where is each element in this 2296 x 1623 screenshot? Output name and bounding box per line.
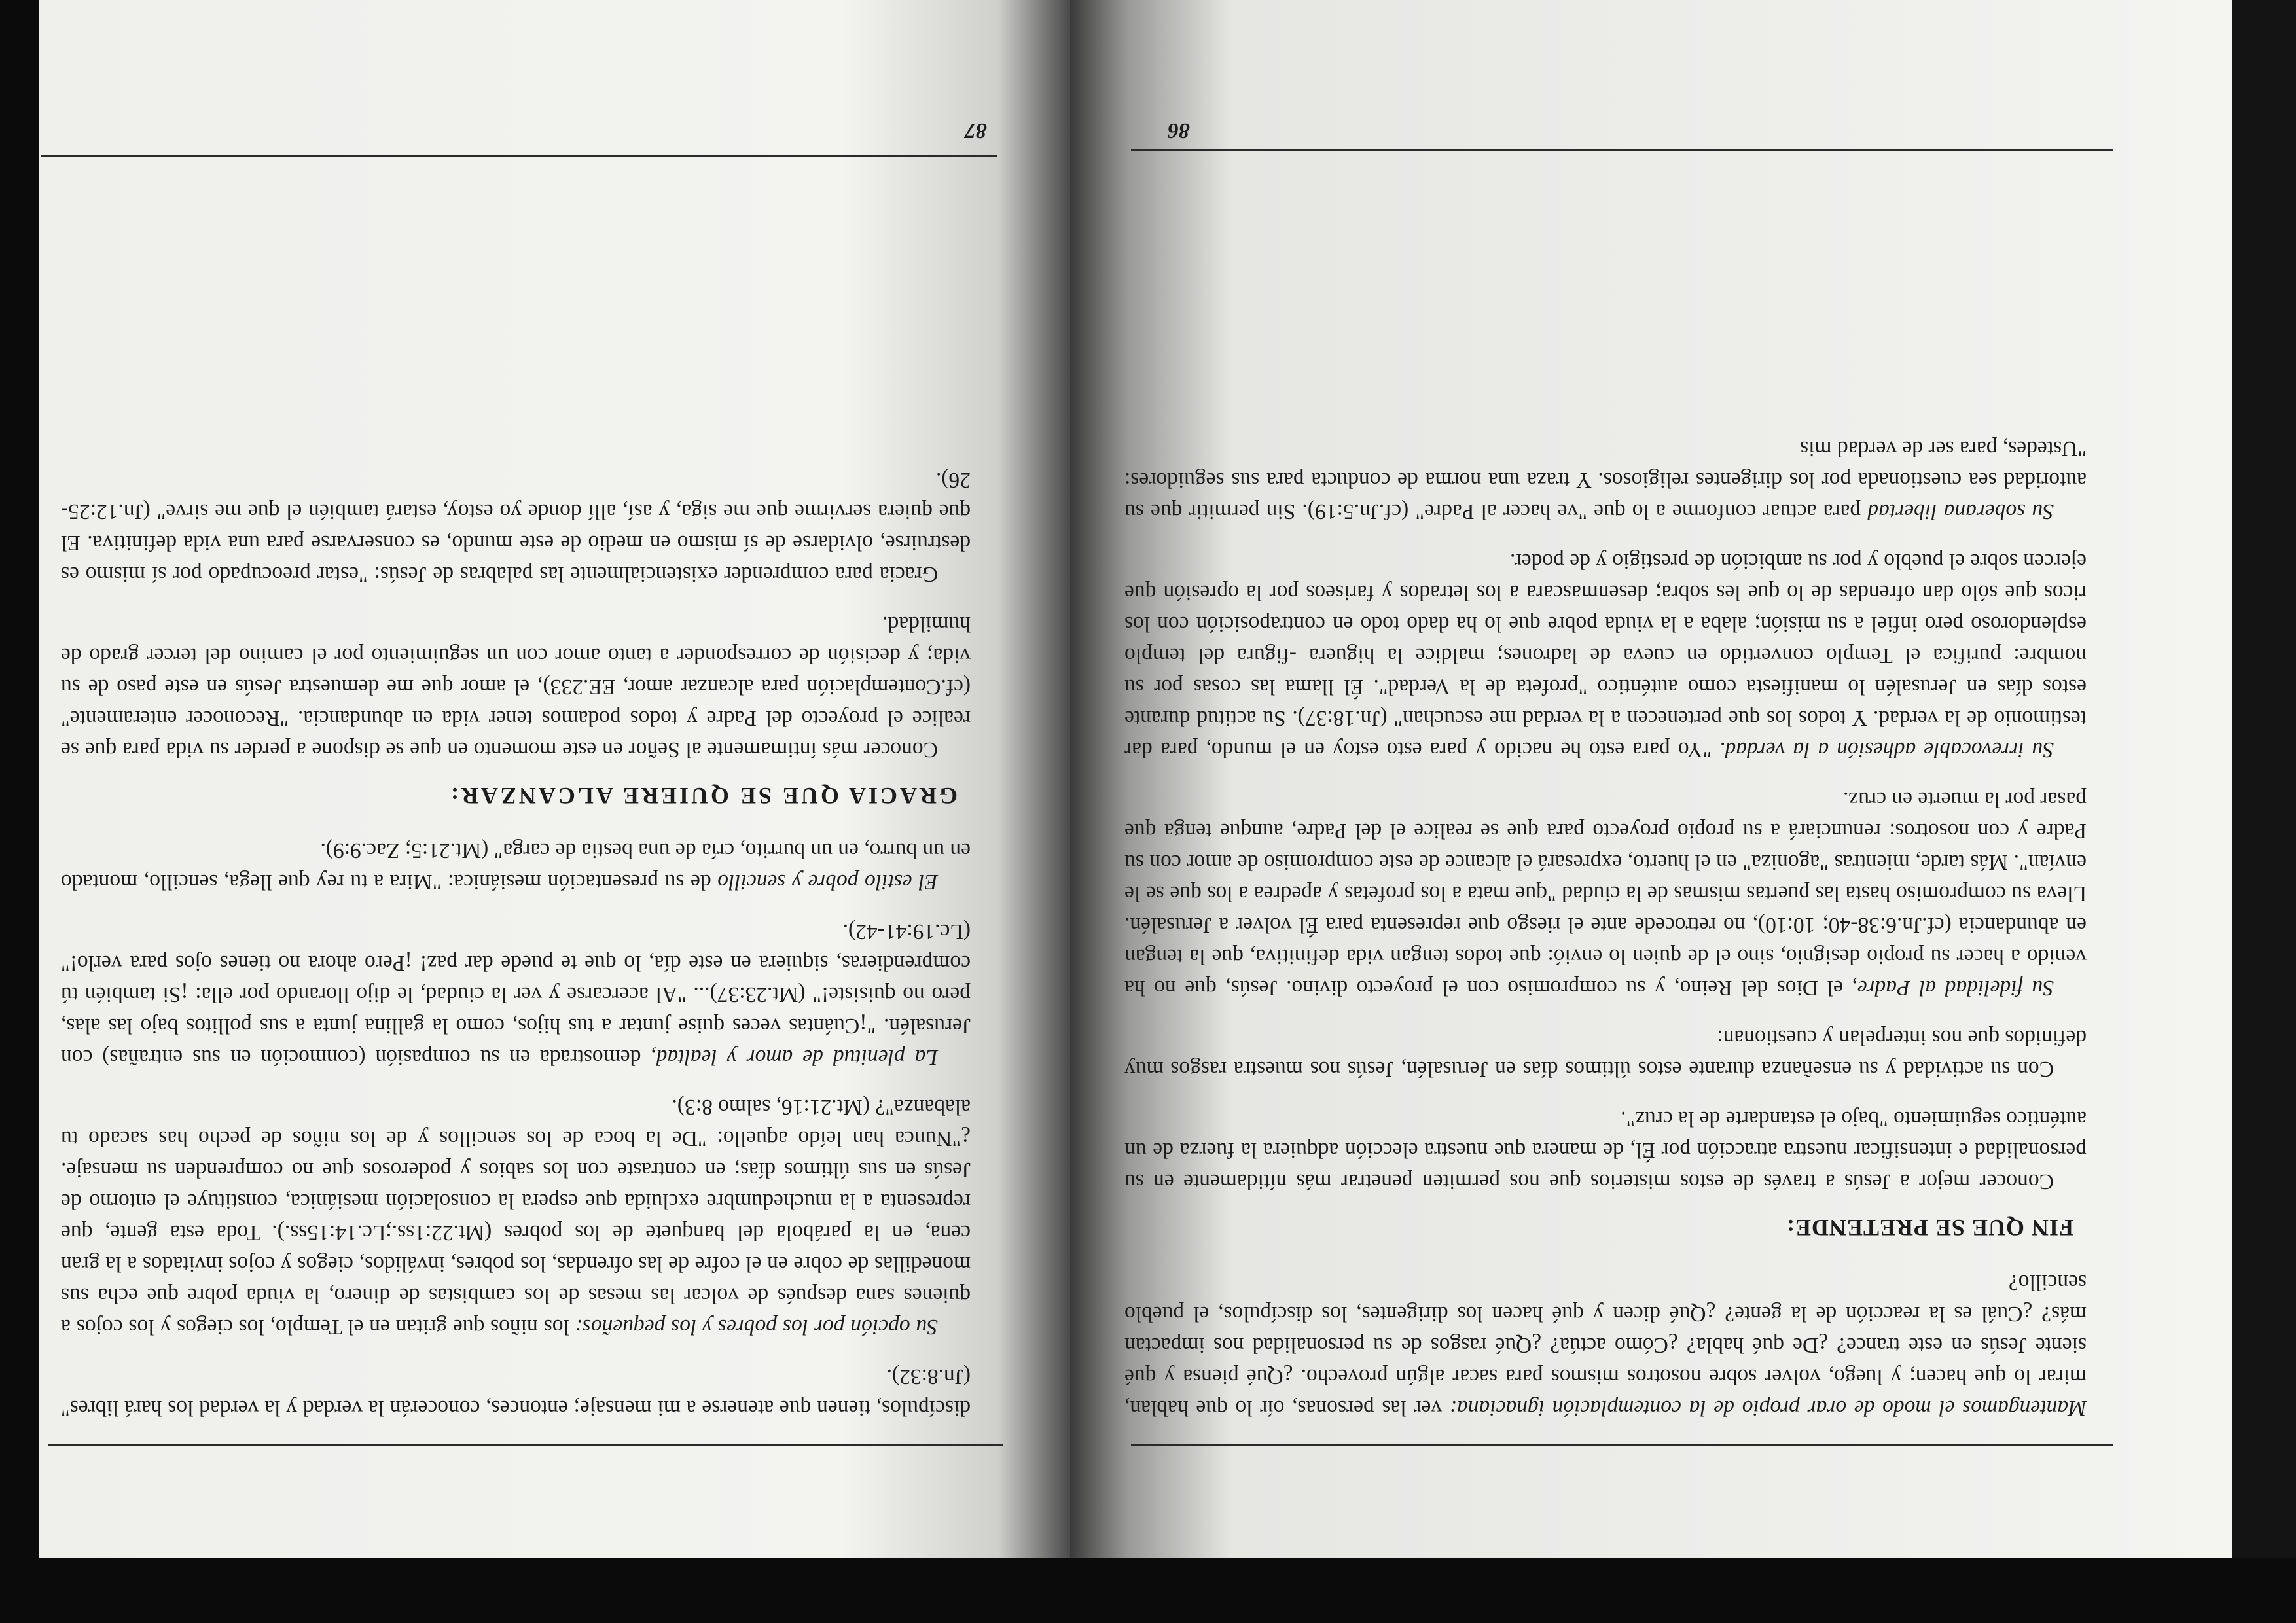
page-rule-top: [1131, 1444, 2113, 1446]
paragraph-plenitud: [61, 916, 971, 1073]
intro-lead: Mantengamos el modo de orar propio de la contemplación ignaciana:: [1449, 1396, 2087, 1420]
paragraph-estilo: [61, 834, 971, 897]
verdad-text: "Yo para esto he nacido y para esto estoy en el mundo, para dar testimonio de la verdad. Y todos los que pertenecen a la verdad me escuchan" (Jn.18:37). Su actitud durante estos días en Jerusalén lo manifiesta como auténtico "profeta de la Verdad". Él llama las cosas por su nombre: purifica el Templo convertido en cueva de ladrones; maldice la higuera -figura del templo esplendoroso pero infiel a su misión; alaba a la viuda pobre que lo ha dado todo en contraposición con los ricos que sólo dan ofrendas de lo que les sobra; desenmascara a los letrados y fariseos por la opresión que ejercen sobre el pueblo y por su ambición de prestigio y de poder.: [1124, 549, 2087, 762]
libertad-lead: Su soberana libertad: [1867, 499, 2054, 524]
heading-fin: FIN QUE SE PRETENDE:: [1785, 1215, 2073, 1241]
opcion-text: los niños que gritan en el Templo, los ciegos y los cojos a quienes sana después de volcar las mesas de los cambistas de dinero, la viuda pobre que echa sus monedillas de cobre en el cofre de las ofrendas, los pobres, inválidos, ciegos y cojos invitados a la gran cena, en la parábola del banquete de los pobres (Mt.22:1ss.;Lc.14:15ss.). Toda esta gente, que representa a la muchedumbre excluida que espera la consolación mesiánica, constituye el entorno de Jesús en sus últimos días; en contraste con los sabios y poderosos que no comprenden su mensaje. ¿"Nunca han leído aquello: "De la boca de los sencillos y de los niños de pecho has sacado tu alabanza"? (Mt.21:16, salmo 8:3).: [61, 1095, 971, 1339]
estilo-lead: El estilo pobre y sencillo: [717, 870, 938, 894]
libertad-text: para actuar conforme a lo que "ve hacer al Padre" (cf.Jn.5:19). Sin permitir que su autoridad sea cuestionada por los dirigentes religiosos. Y traza una norma de conducta para sus seguidores: "Ustedes, para ser de verdad mis: [1124, 437, 2087, 524]
page-number: 86: [1168, 118, 1190, 143]
plenitud-text: demostrada en su compasión (conmoción en sus entrañas) con Jerusalén. "¡Cuántas veces quise juntar a tus hijos, como la gallina junta a sus pollitos bajo las alas, pero no quisiste!" (Mt.23:37)... "Al acercarse y ver la ciudad, le dijo llorando por ella: ¡Si también tú comprendieras, siquiera en este día, lo que te puede dar paz! ¡Pero ahora no tienes ojos para verlo!" (Lc.19:41-42).: [61, 919, 971, 1069]
fidelidad-lead: Su fidelidad al Padre,: [1852, 976, 2054, 1000]
intro-paragraph: [1124, 1266, 2087, 1423]
paragraph-opcion: [61, 1091, 971, 1342]
page-rule-bottom: [41, 155, 997, 157]
paragraph-conocer: Conocer mejor a Jesús a través de estos misterios que nos permiten penetrar más nítidamente en su personalidad e intensificar nuestra atracción por Él, de manera que nuestra elección adquiera la fuerza de un auténtico seguimiento "bajo el estandarte de la cruz".: [1124, 1107, 2087, 1194]
verdad-lead: Su irrevocable adhesión a la verdad.: [1719, 738, 2054, 762]
estilo-text: de su presentación mesiánica: "Mira a tu rey que llega, sencillo, montado en un burro, en un burrito, cría de una bestia de carga" (Mt.21:5; Zac.9:9).: [60, 838, 971, 894]
page-86-text: [1124, 433, 2087, 1423]
page-86: [1098, 0, 2145, 1623]
paragraph-continuation: discípulos, tienen que atenerse a mi mensaje; entonces, conocerán la verdad y la verdad los hará libres" (Jn.8:32).: [61, 1364, 971, 1420]
paragraph-libertad: [1124, 433, 2087, 527]
page-number: 87: [965, 118, 987, 143]
paragraph-verdad: [1124, 545, 2087, 765]
page-rule-bottom: [1131, 149, 2113, 151]
plenitud-lead: La plenitud de amor y lealtad,: [651, 1045, 938, 1069]
intro-text: ver las personas, oír lo que hablan, mirar lo que hacen; y luego, volver sobre nosotros mismos para sacar algún provecho. ¿Qué piensa y qué siente Jesús en este trance? ¿De qué habla? ¿Cómo actúa? ¿Qué rasgos de su personalidad nos impactan más? ¿Cuál es la reacción de la gente? ¿Qué dicen y qué hacen los dirigentes, los discípulos, el pueblo sencillo?: [1124, 1270, 2087, 1420]
paragraph-actividad: Con su actividad y su enseñanza durante estos últimos días en Jerusalén, Jesús nos muestra rasgos muy definidos que nos interpelan y cuestionan:: [1124, 1026, 2087, 1081]
paragraph-gracia: Gracia para comprender existencialmente las palabras de Jesús: "estar preocupado por sí mismo es destruirse, olvidarse de sí mismo en medio de este mundo, es conservarse para una vida definitiva. El que quiera servirme que me siga, y así, allí donde yo estoy, estará también el que me sirve" (Jn.12:25-26).: [61, 468, 971, 586]
page-87-text: [61, 464, 971, 1423]
page-87: [41, 0, 1036, 1623]
heading-gracia: GRACIA QUE SE QUIERE ALCANZAR:: [448, 783, 958, 809]
paragraph-fidelidad: [1124, 783, 2087, 1003]
paragraph-conocer-intimamente: Conocer más íntimamente al Señor en este momento en que se dispone a perder su vida para que se realice el proyecto del Padre y todos podamos tener vida en abundancia. "Reconocer enteramente" (cf.Contemplación para alcanzar amor, EE.233), el amor que me demuestra Jesús en este paso de su vida; y decisión de corresponder a tanto amor con un seguimiento por el camino del tercer grado de humildad.: [61, 612, 971, 762]
opcion-lead: Su opción por los pobres y los pequeños:: [575, 1315, 938, 1339]
page-rule-top: [48, 1444, 1003, 1446]
fidelidad-text: el Dios del Reino, y su compromiso con el proyecto divino. Jesús, que no ha venido a hacer su propio designio, sino el de quien lo envió: que todos tengan vida definitiva, que la tengan en abundancia (cf.Jn.6:38-40; 10:10), no retrocede ante el riesgo que representa para Él volver a Jerusalén. Lleva su compromiso hasta las puertas mismas de la ciudad "que mata a los profetas y apedrea a los que se le envían". Más tarde, mientras "agoniza" en el huerto, expresará el alcance de este compromiso de amor con su Padre y con nosotros: renunciará a su propio proyecto para que se realice el del Padre, aunque tenga que pasar por la muerte en cruz.: [1124, 787, 2087, 1000]
